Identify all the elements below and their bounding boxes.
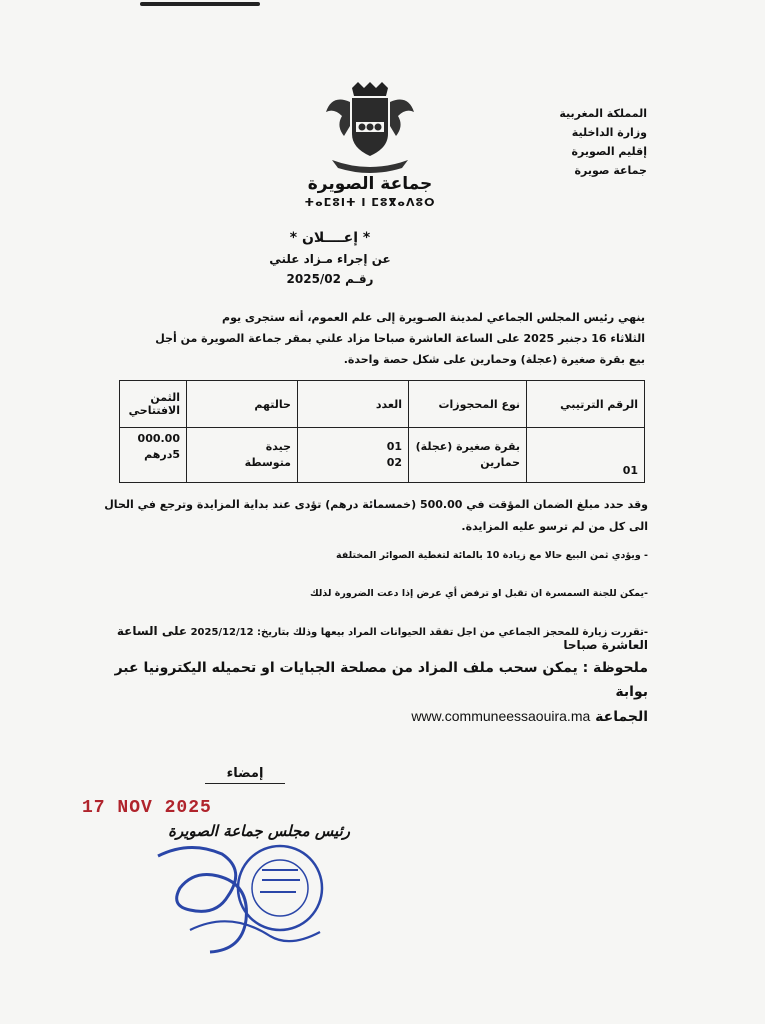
table-row — [120, 428, 645, 483]
date-stamp: 17 NOV 2025 — [82, 798, 212, 818]
header-line-province: إقليم الصويرة — [571, 145, 647, 158]
table-header-row — [120, 381, 645, 428]
intro-line: بيع بقرة صغيرة (عجلة) وحمارين على شكل حصة واحدة. — [343, 353, 645, 366]
fee-paragraph: - ويؤدي ثمن البيع حالا مع زيادة 10 بالمائة لتغطية الصوائر المختلفة — [335, 550, 648, 561]
logo-arabic-name: جماعة الصويرة — [307, 174, 433, 194]
intro-line: الثلاثاء 16 دجنبر 2025 على الساعة العاشرة صباحا مزاد علني بمقر جماعة الصويرة من أجل — [155, 332, 645, 345]
announcement-subtitle: عن إجراء مـزاد علني — [269, 252, 391, 266]
col-header-type: نوع المحجوزات — [409, 381, 527, 428]
coat-of-arms-icon — [322, 82, 418, 174]
intro-paragraph — [105, 307, 645, 370]
note-line-2 — [100, 704, 648, 729]
header-line-ministry: وزارة الداخلية — [571, 126, 647, 139]
cell-index — [527, 428, 645, 483]
cell-type — [409, 428, 527, 483]
commune-logo — [300, 82, 440, 209]
cell-count — [298, 428, 409, 483]
official-stamp-and-signature — [150, 840, 340, 960]
stamp-icon — [150, 840, 340, 960]
scan-edge-mark — [140, 2, 260, 6]
seized-items-table — [119, 380, 645, 483]
state-item: متوسطة — [244, 456, 291, 469]
opening-price: 000.00 5درهم — [137, 432, 180, 461]
logo-tifinagh-name: ⵜⴰⵎⵓⵏⵜ ⵏ ⵎⵓⴳⴰⴷⵓⵔ — [304, 196, 436, 209]
type-item: بقرة صغيرة (عجلة) — [415, 440, 520, 453]
portal-url-link[interactable]: www.communeessaouira.ma — [411, 708, 591, 724]
visit-date-text: -تقررت زيارة للمحجز الجماعي من اجل تفقد الحيوانات المراد بيعها وذلك بتاريخ: 2025/12/12 — [190, 627, 648, 638]
cell-price — [120, 428, 187, 483]
count-item: 01 — [386, 440, 402, 453]
note-line: ملحوظة : يمكن سحب ملف المزاد من مصلحة الجبايات او تحميله اليكترونيا عبر بوابة — [114, 660, 648, 700]
note-block — [100, 656, 648, 729]
signer-title: رئيس مجلس جماعة الصويرة — [168, 822, 350, 840]
signature-label: إمضاء — [205, 766, 285, 784]
announcement-number: رقـم 2025/02 — [286, 272, 374, 286]
row-index: 01 — [622, 464, 638, 477]
count-item: 02 — [386, 456, 402, 469]
cell-state — [187, 428, 298, 483]
note-portal-label: الجماعة — [595, 709, 648, 725]
intro-line: ينهي رئيس المجلس الجماعي لمدينة الصـويرة إلى علم العموم، أنه ستجرى يوم — [222, 311, 645, 324]
type-item: حمارين — [480, 456, 520, 469]
col-header-count: العدد — [298, 381, 409, 428]
visit-paragraph — [100, 624, 648, 652]
header-line-commune: جماعة صويرة — [574, 164, 647, 177]
guarantee-paragraph: وقد حدد مبلغ الضمان المؤقت في 500.00 (خمسمائة درهم) تؤدى عند بداية المزايدة وترجع في الحال الى كل من لم ترسو عليه المزايدة. — [104, 498, 648, 533]
col-header-index: الرقم الترتيبي — [527, 381, 645, 428]
col-header-state: حالتهم — [187, 381, 298, 428]
ministry-header — [497, 104, 647, 180]
header-line-kingdom: المملكة المغربية — [559, 107, 647, 120]
visit-time-text: على الساعة العاشرة صباحا — [116, 624, 648, 652]
col-header-price: الثمن الافتتاحي — [120, 381, 187, 428]
announcement-heading: * إعــــلان * — [289, 230, 371, 246]
state-item: جيدة — [265, 440, 291, 453]
committee-paragraph: -يمكن للجنة السمسرة ان تقبل او ترفض أي عرض إذا دعت الضرورة لذلك — [309, 588, 648, 599]
